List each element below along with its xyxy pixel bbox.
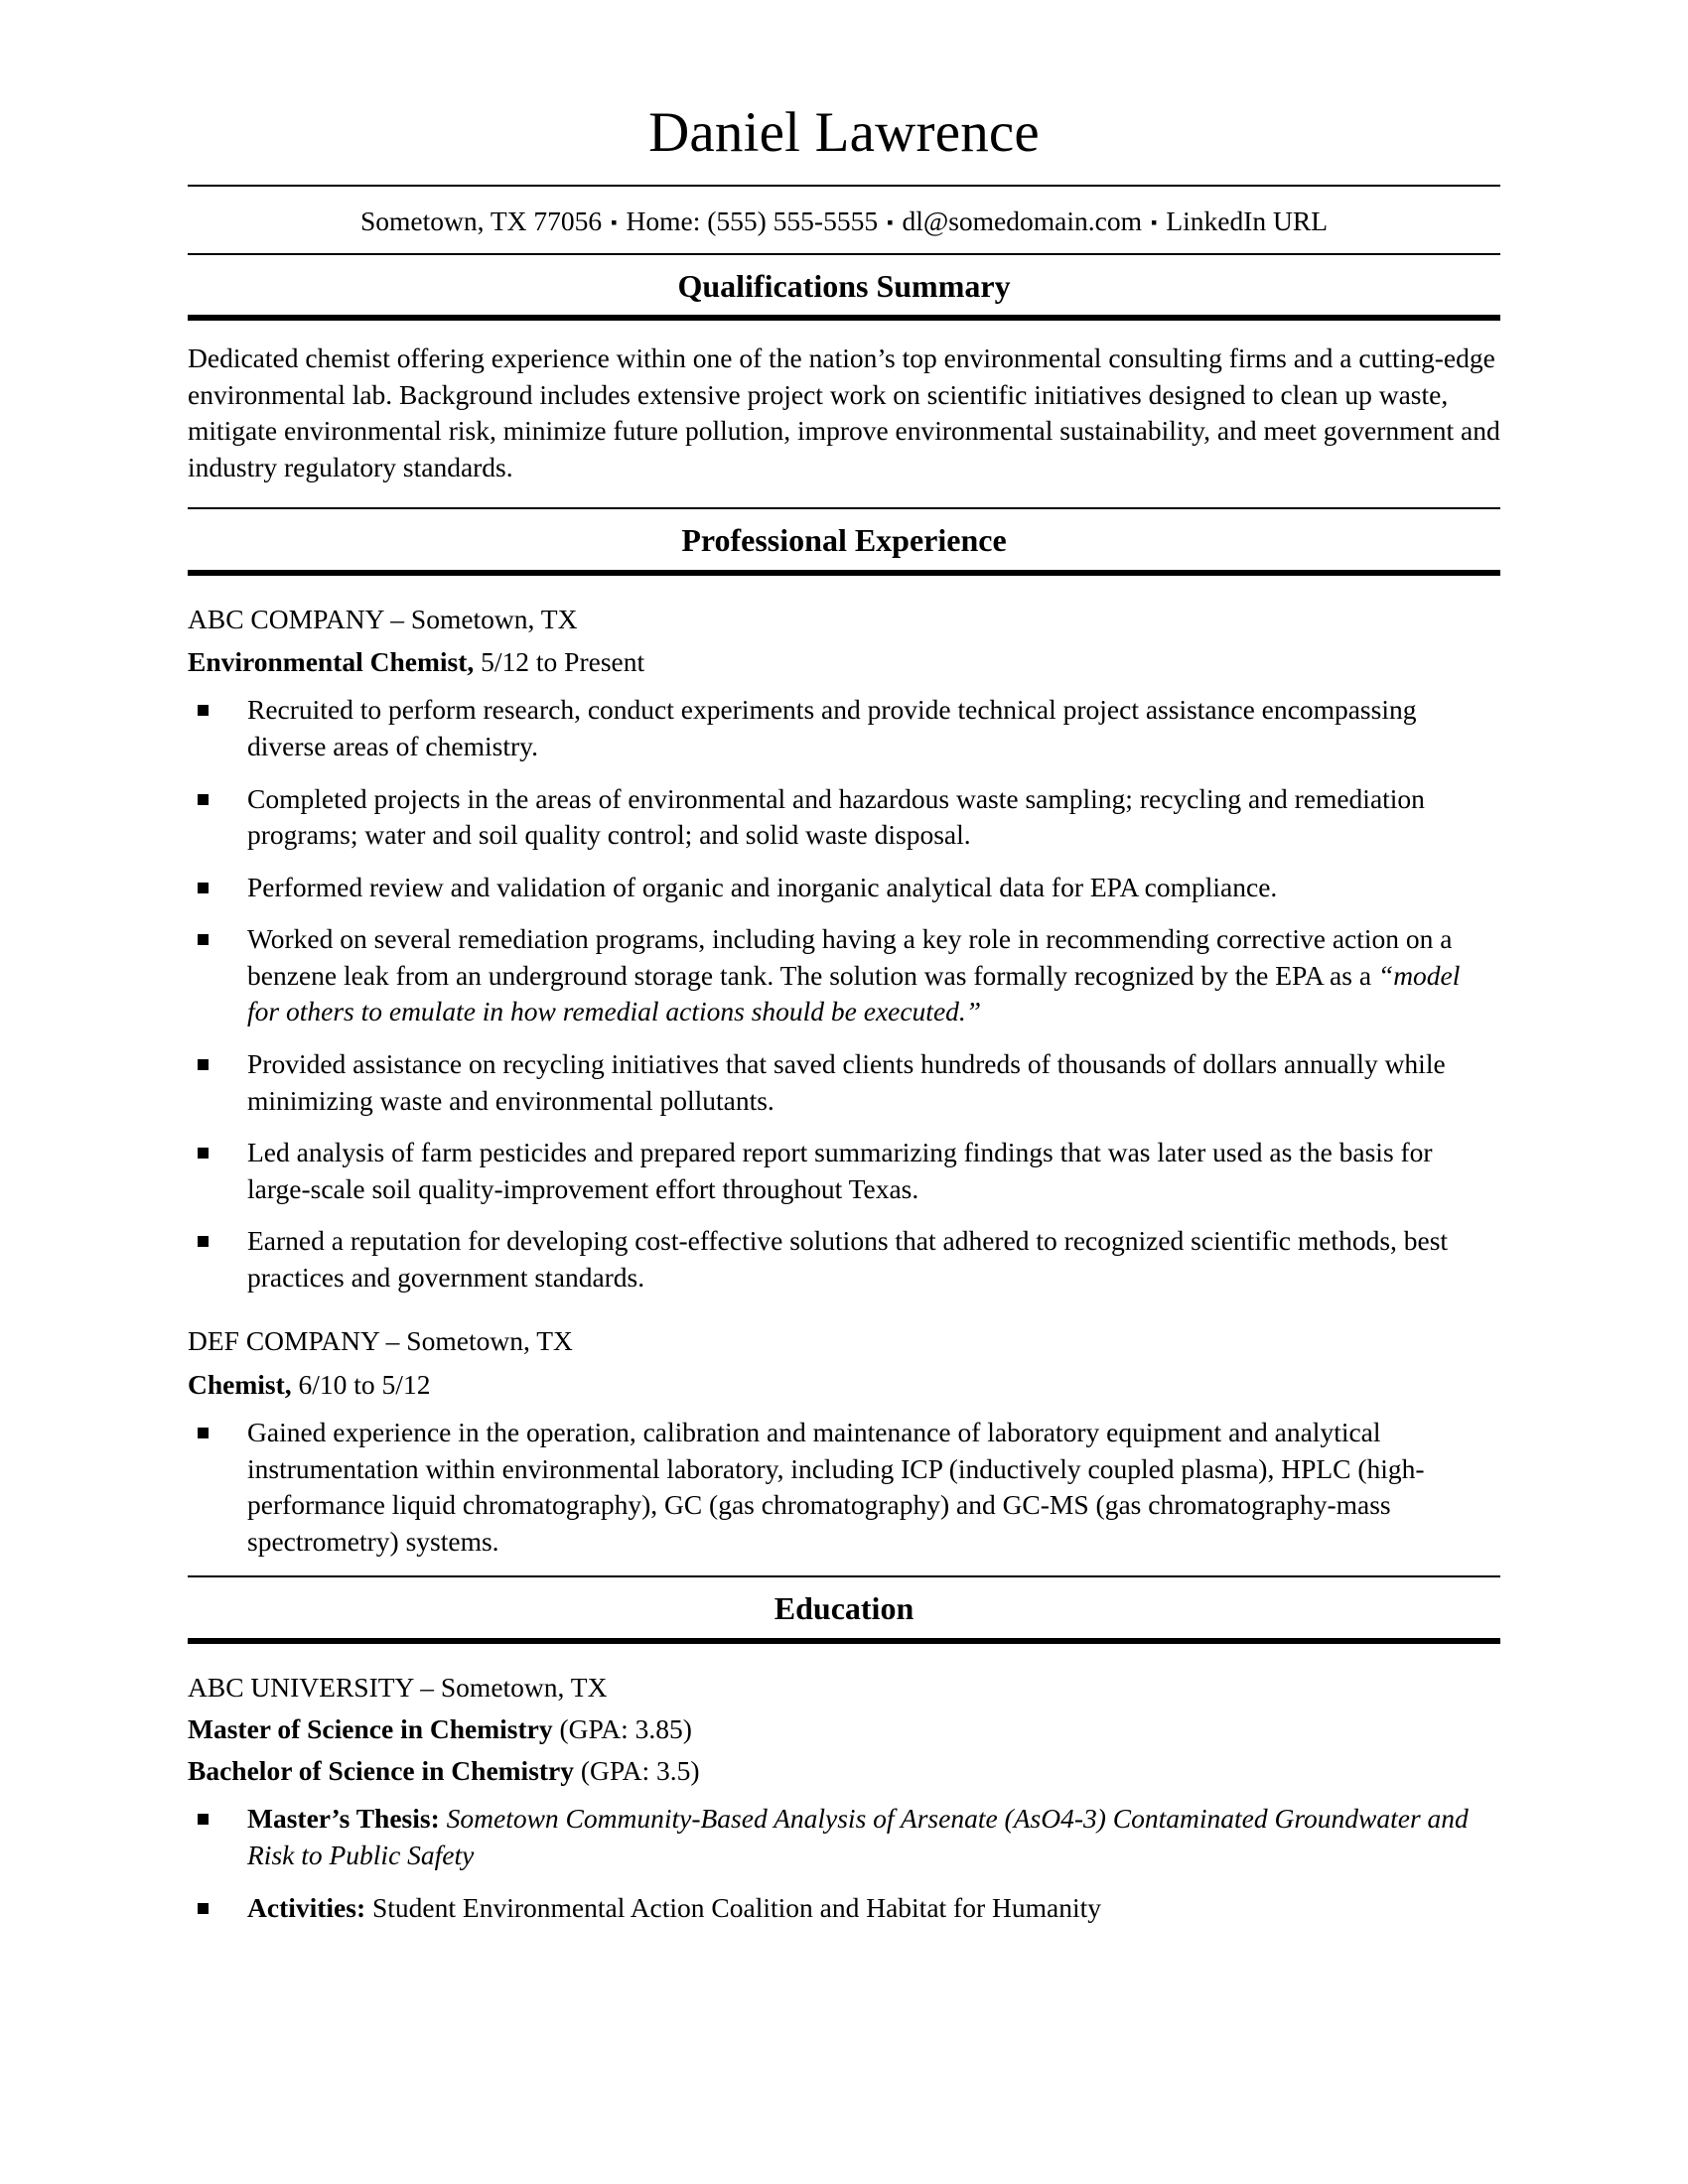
activities-label: Activities:: [247, 1891, 366, 1923]
bullet-text: Provided assistance on recycling initiatives that saved clients hundreds of thousands of dollars annually while minimizing waste and environmental pollutants.: [247, 1047, 1446, 1116]
experience-entry: [188, 576, 1500, 1297]
contact-separator-icon: ▪: [611, 211, 618, 232]
job-title-line: [188, 1360, 1500, 1403]
degree-gpa: (GPA: 3.85): [552, 1712, 692, 1744]
degree-name: Master of Science in Chemistry: [188, 1712, 553, 1744]
bullet-text: Earned a reputation for developing cost-effective solutions that adhered to recognized scientific methods, best practices and government standards.: [247, 1225, 1449, 1293]
square-bullet-icon: [198, 1814, 209, 1825]
bullet-quote: “model for others to emulate in how remedial actions should be executed.”: [247, 959, 1461, 1027]
job-dates: 5/12 to Present: [474, 646, 645, 678]
bullet-text: Completed projects in the areas of environmental and hazardous waste sampling; recycling and remediation programs; water and soil quality control; and solid waste disposal.: [247, 782, 1425, 851]
list-item: [188, 1890, 1500, 1927]
contact-location: Sometown, TX 77056: [359, 205, 603, 236]
activities-text: Student Environmental Action Coalition and Habitat for Humanity: [365, 1891, 1101, 1923]
bullet-text: Recruited to perform research, conduct experiments and provide technical project assistance encompassing diverse areas of chemistry.: [247, 694, 1417, 762]
degree-line: [188, 1706, 1500, 1747]
contact-line: [188, 187, 1500, 253]
contact-email[interactable]: dl@somedomain.com: [902, 205, 1142, 236]
contact-linkedin[interactable]: LinkedIn URL: [1166, 205, 1329, 236]
job-title: Chemist,: [188, 1368, 292, 1400]
spacer: [188, 1562, 1500, 1575]
square-bullet-icon: [198, 705, 209, 716]
square-bullet-icon: [198, 1148, 209, 1159]
resume-sheet: [188, 0, 1500, 1926]
list-item: [188, 1415, 1500, 1560]
list-item: [188, 1046, 1500, 1119]
candidate-name: Daniel Lawrence: [648, 101, 1040, 164]
bullet-text: Gained experience in the operation, calibration and maintenance of laboratory equipment and analytical instrumentation within environmental laboratory, including ICP (inductively coupled plasma), HPLC (high-performance liquid chromatography), GC (gas chromatography) and GC-MS (gas chromatography-mass spectrometry) systems.: [247, 1416, 1425, 1557]
job-bullet-list: [188, 680, 1500, 1296]
list-item: [188, 781, 1500, 854]
list-item: [188, 870, 1500, 906]
bullet-text: Worked on several remediation programs, including having a key role in recommending corrective action on a benzene leak from an underground storage tank. The solution was formally recognized by the EPA as a: [247, 923, 1453, 991]
experience-entry: [188, 1297, 1500, 1562]
section-title-summary: Qualifications Summary: [677, 267, 1011, 304]
list-item: [188, 1801, 1500, 1873]
job-bullet-list: [188, 1403, 1500, 1560]
employer-name: DEF COMPANY – Sometown, TX: [188, 1325, 573, 1357]
degree-line: [188, 1747, 1500, 1789]
school-name: ABC UNIVERSITY – Sometown, TX: [188, 1671, 608, 1703]
section-title-experience: Professional Experience: [681, 522, 1007, 559]
square-bullet-icon: [198, 1903, 209, 1914]
summary-text: Dedicated chemist offering experience within one of the nation’s top environmental consulting firms and a cutting-edge environmental lab. Background includes extensive project work on scientific initiatives designed to clean up waste, mitigate environmental risk, minimize future pollution, improve environmental sustainability, and meet government and industry regulatory standards.: [188, 342, 1500, 482]
degree-gpa: (GPA: 3.5): [574, 1755, 700, 1787]
experience-list: [188, 576, 1500, 1562]
contact-separator-icon: ▪: [887, 211, 894, 232]
bullet-text: Performed review and validation of organic and inorganic analytical data for EPA compliance.: [247, 871, 1278, 902]
contact-phone: Home: (555) 555-5555: [626, 205, 879, 236]
list-item: [188, 1135, 1500, 1207]
square-bullet-icon: [198, 1236, 209, 1247]
job-title-line: [188, 637, 1500, 680]
thesis-label: Master’s Thesis:: [247, 1803, 440, 1835]
degree-name: Bachelor of Science in Chemistry: [188, 1755, 575, 1787]
job-dates: 6/10 to 5/12: [291, 1368, 431, 1400]
education-bullet-list: [188, 1789, 1500, 1926]
list-item: [188, 1223, 1500, 1296]
square-bullet-icon: [198, 883, 209, 893]
employer-name: ABC COMPANY – Sometown, TX: [188, 603, 578, 634]
contact-separator-icon: ▪: [1150, 211, 1158, 232]
section-title-education: Education: [774, 1590, 914, 1627]
square-bullet-icon: [198, 934, 209, 945]
list-item: [188, 921, 1500, 1030]
job-title: Environmental Chemist,: [188, 646, 475, 678]
square-bullet-icon: [198, 794, 209, 805]
list-item: [188, 692, 1500, 764]
thesis-title: Sometown Community-Based Analysis of Arsenate (AsO4-3) Contaminated Groundwater and Risk to Public Safety: [247, 1803, 1469, 1871]
square-bullet-icon: [198, 1428, 209, 1438]
education-entry: [188, 1644, 1500, 1927]
square-bullet-icon: [198, 1059, 209, 1070]
bullet-text: Led analysis of farm pesticides and prepared report summarizing findings that was later used as the basis for large-scale soil quality-improvement effort throughout Texas.: [247, 1137, 1433, 1204]
